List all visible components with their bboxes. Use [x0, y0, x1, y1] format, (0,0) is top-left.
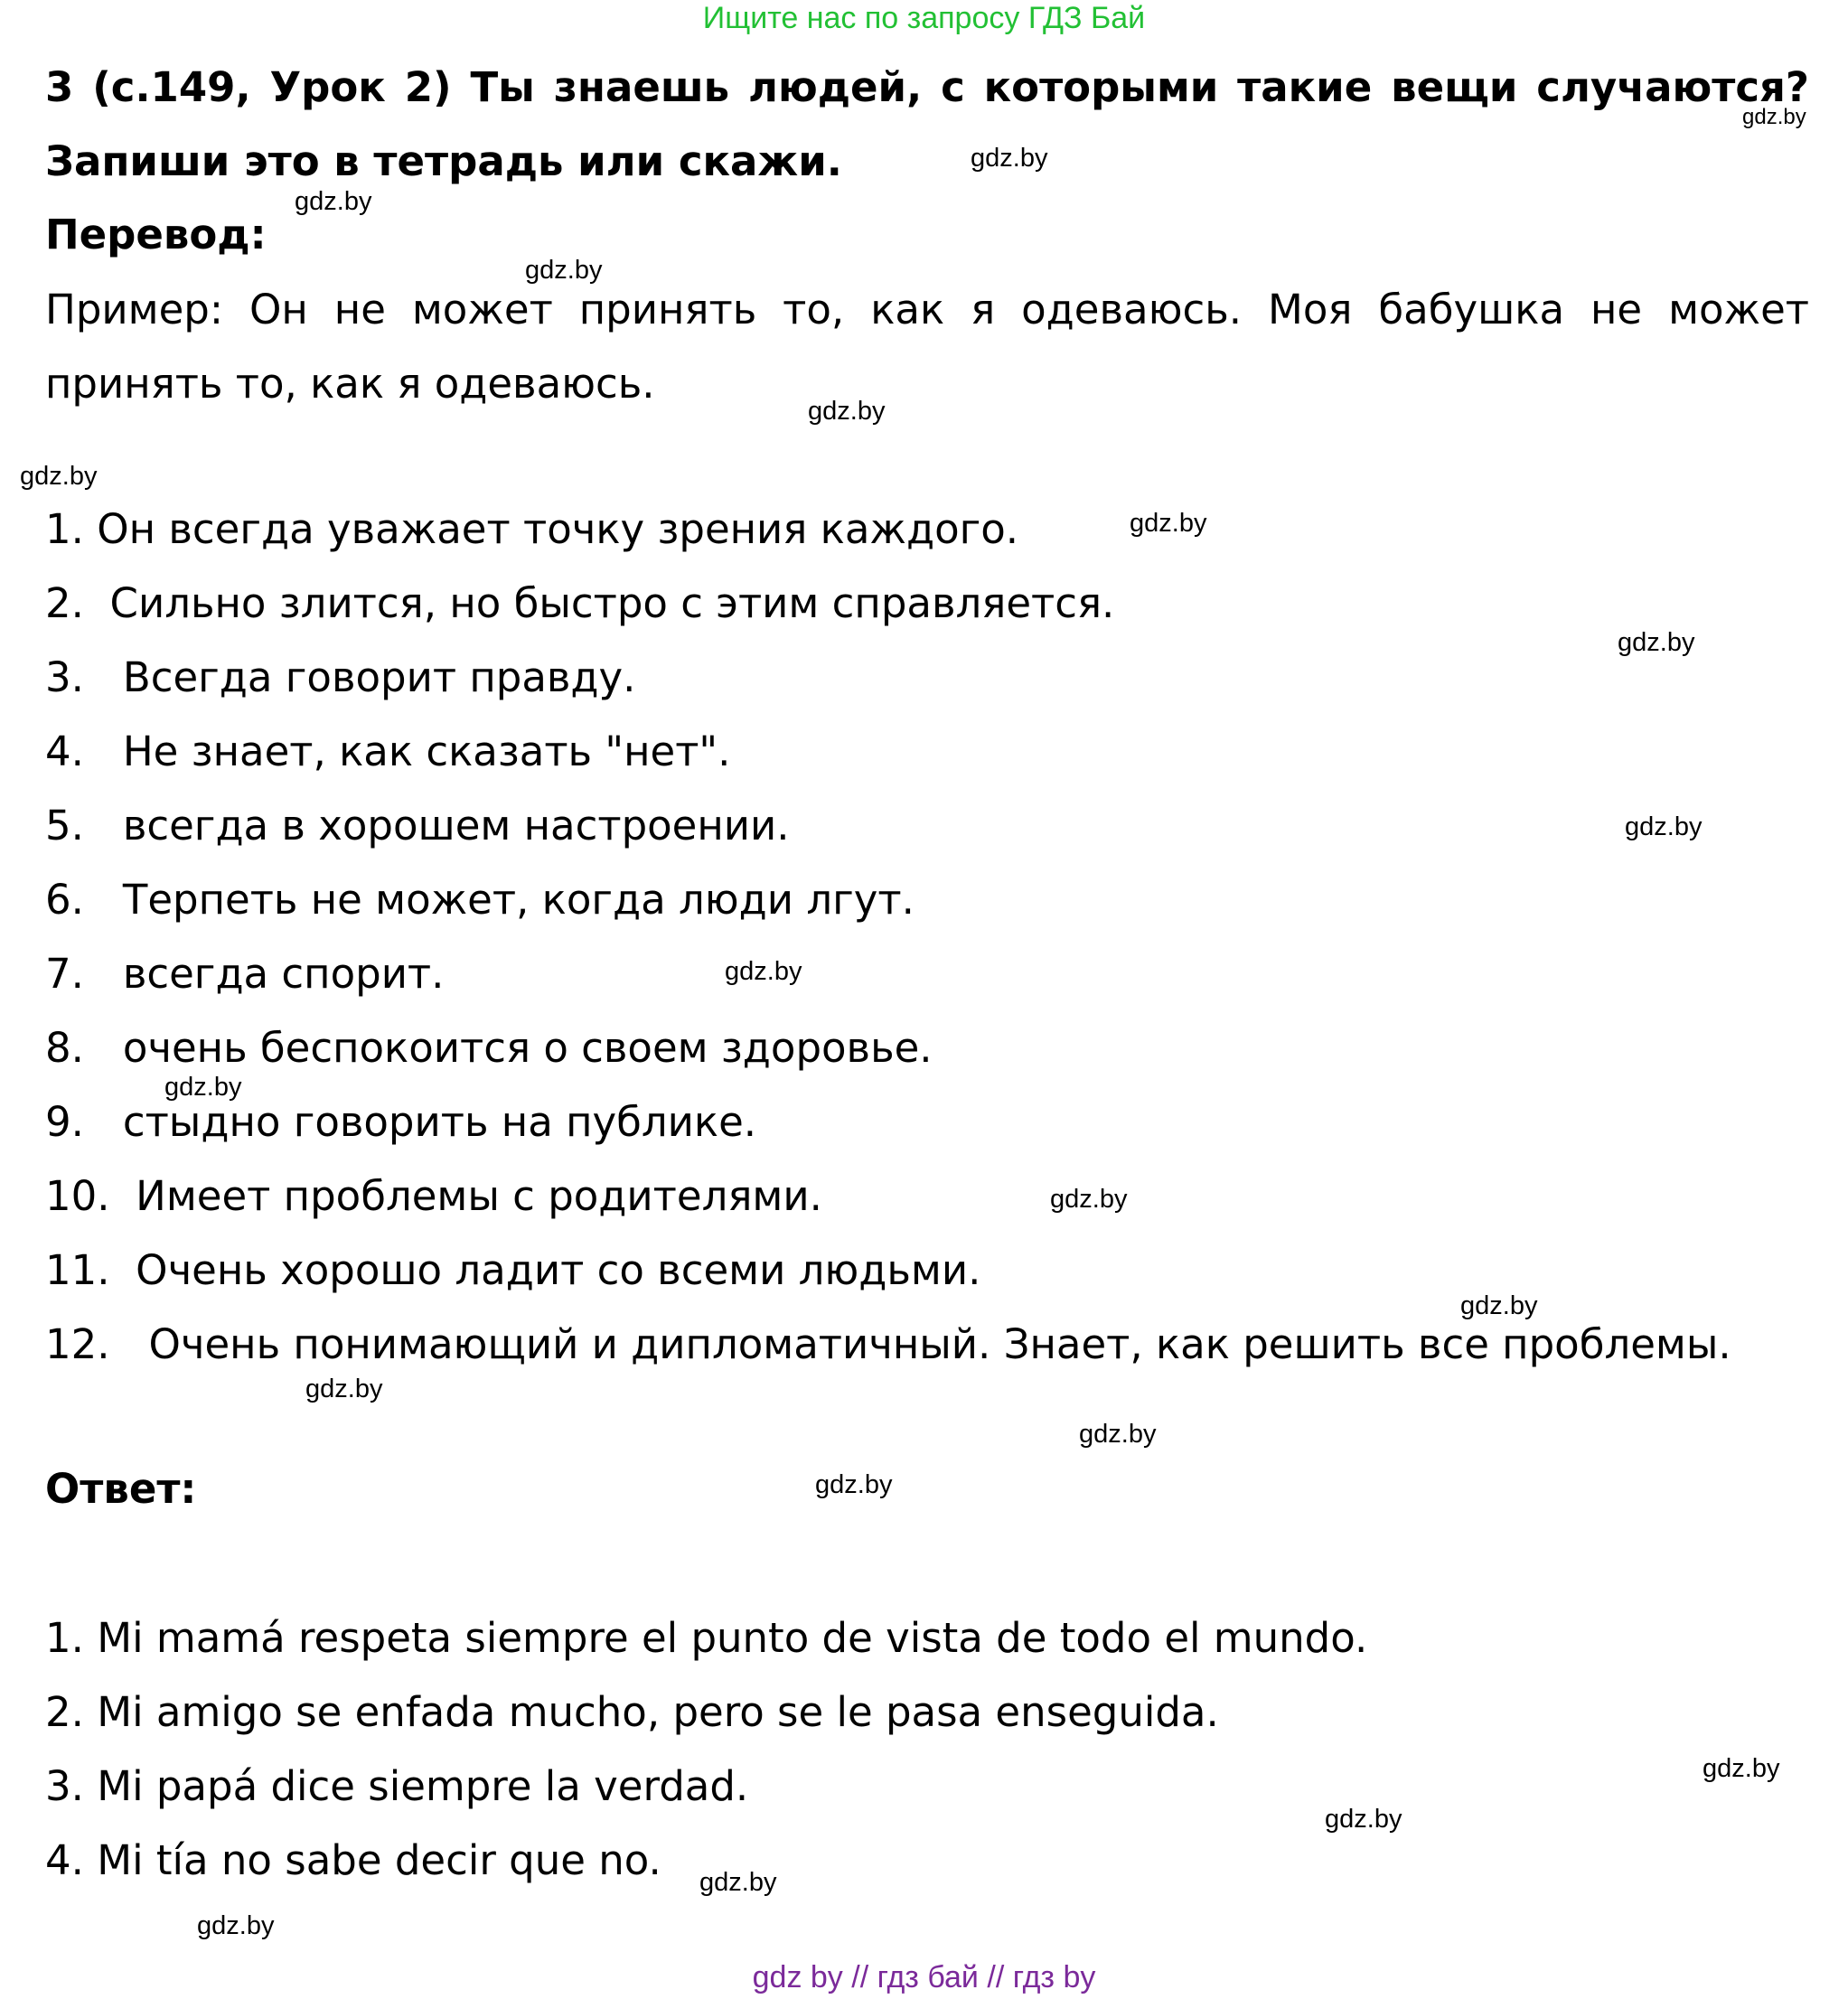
watermark: gdz.by: [1703, 1754, 1780, 1783]
translation-item: 4. Не знает, как сказать "нет".: [45, 727, 731, 775]
watermark: gdz.by: [808, 397, 886, 426]
task-instruction: Запиши это в тетрадь или скажи.: [45, 137, 842, 185]
watermark: gdz.by: [1618, 628, 1695, 657]
watermark: gdz.by: [305, 1375, 383, 1403]
translation-item: 9. стыдно говорить на публике.: [45, 1098, 757, 1146]
translation-item: 7. всегда спорит.: [45, 950, 445, 998]
watermark: gdz.by: [1742, 105, 1806, 129]
footer-banner: gdz by // гдз бай // гдз by: [752, 1960, 1096, 1994]
translation-item: 10. Имеет проблемы с родителями.: [45, 1172, 822, 1220]
watermark: gdz.by: [295, 187, 372, 216]
answer-item: 4. Mi tía no sabe decir que no.: [45, 1836, 661, 1884]
translation-item: 8. очень беспокоится о своем здоровье.: [45, 1024, 933, 1072]
watermark: gdz.by: [1130, 509, 1207, 538]
watermark: gdz.by: [1625, 812, 1703, 841]
watermark: gdz.by: [525, 256, 603, 285]
watermark: gdz.by: [699, 1868, 777, 1897]
watermark: gdz.by: [1460, 1291, 1538, 1320]
watermark: gdz.by: [197, 1911, 275, 1940]
translation-item: 1. Он всегда уважает точку зрения каждого.: [45, 505, 1019, 553]
watermark: gdz.by: [815, 1470, 893, 1499]
answer-item: 2. Mi amigo se enfada mucho, pero se le pasa enseguida.: [45, 1688, 1219, 1736]
watermark: gdz.by: [164, 1073, 242, 1102]
translation-list: [45, 493, 1731, 1382]
answer-list: [45, 1601, 1367, 1898]
translation-item: 2. Сильно злится, но быстро с этим справляется.: [45, 579, 1115, 627]
top-banner: Ищите нас по запросу ГДЗ Бай: [702, 1, 1146, 35]
translation-item: 6. Терпеть не может, когда люди лгут.: [45, 876, 915, 924]
translation-item: 12. Очень понимающий и дипломатичный. Знает, как решить все проблемы.: [45, 1320, 1731, 1368]
translation-heading: Перевод:: [45, 211, 267, 258]
watermark: gdz.by: [971, 144, 1048, 173]
watermark: gdz.by: [20, 462, 98, 491]
translation-item: 5. всегда в хорошем настроении.: [45, 802, 790, 849]
translation-item: 11. Очень хорошо ладит со всеми людьми.: [45, 1246, 981, 1294]
task-title: 3 (с.149, Урок 2) Ты знаешь людей, с которыми такие вещи случаются?: [45, 63, 1809, 111]
watermark: gdz.by: [1050, 1185, 1128, 1214]
example-text-line2: принять то, как я одеваюсь.: [45, 360, 655, 408]
answer-heading: Ответ:: [45, 1465, 197, 1513]
answer-item: 1. Mi mamá respeta siempre el punto de vista de todo el mundo.: [45, 1614, 1368, 1662]
watermark: gdz.by: [1325, 1805, 1402, 1834]
example-text-line1: Пример: Он не может принять то, как я одеваюсь. Моя бабушка не может: [45, 286, 1809, 333]
watermark: gdz.by: [725, 957, 802, 986]
translation-item: 3. Всегда говорит правду.: [45, 653, 636, 701]
answer-item: 3. Mi papá dice siempre la verdad.: [45, 1762, 749, 1810]
watermark: gdz.by: [1079, 1420, 1157, 1449]
